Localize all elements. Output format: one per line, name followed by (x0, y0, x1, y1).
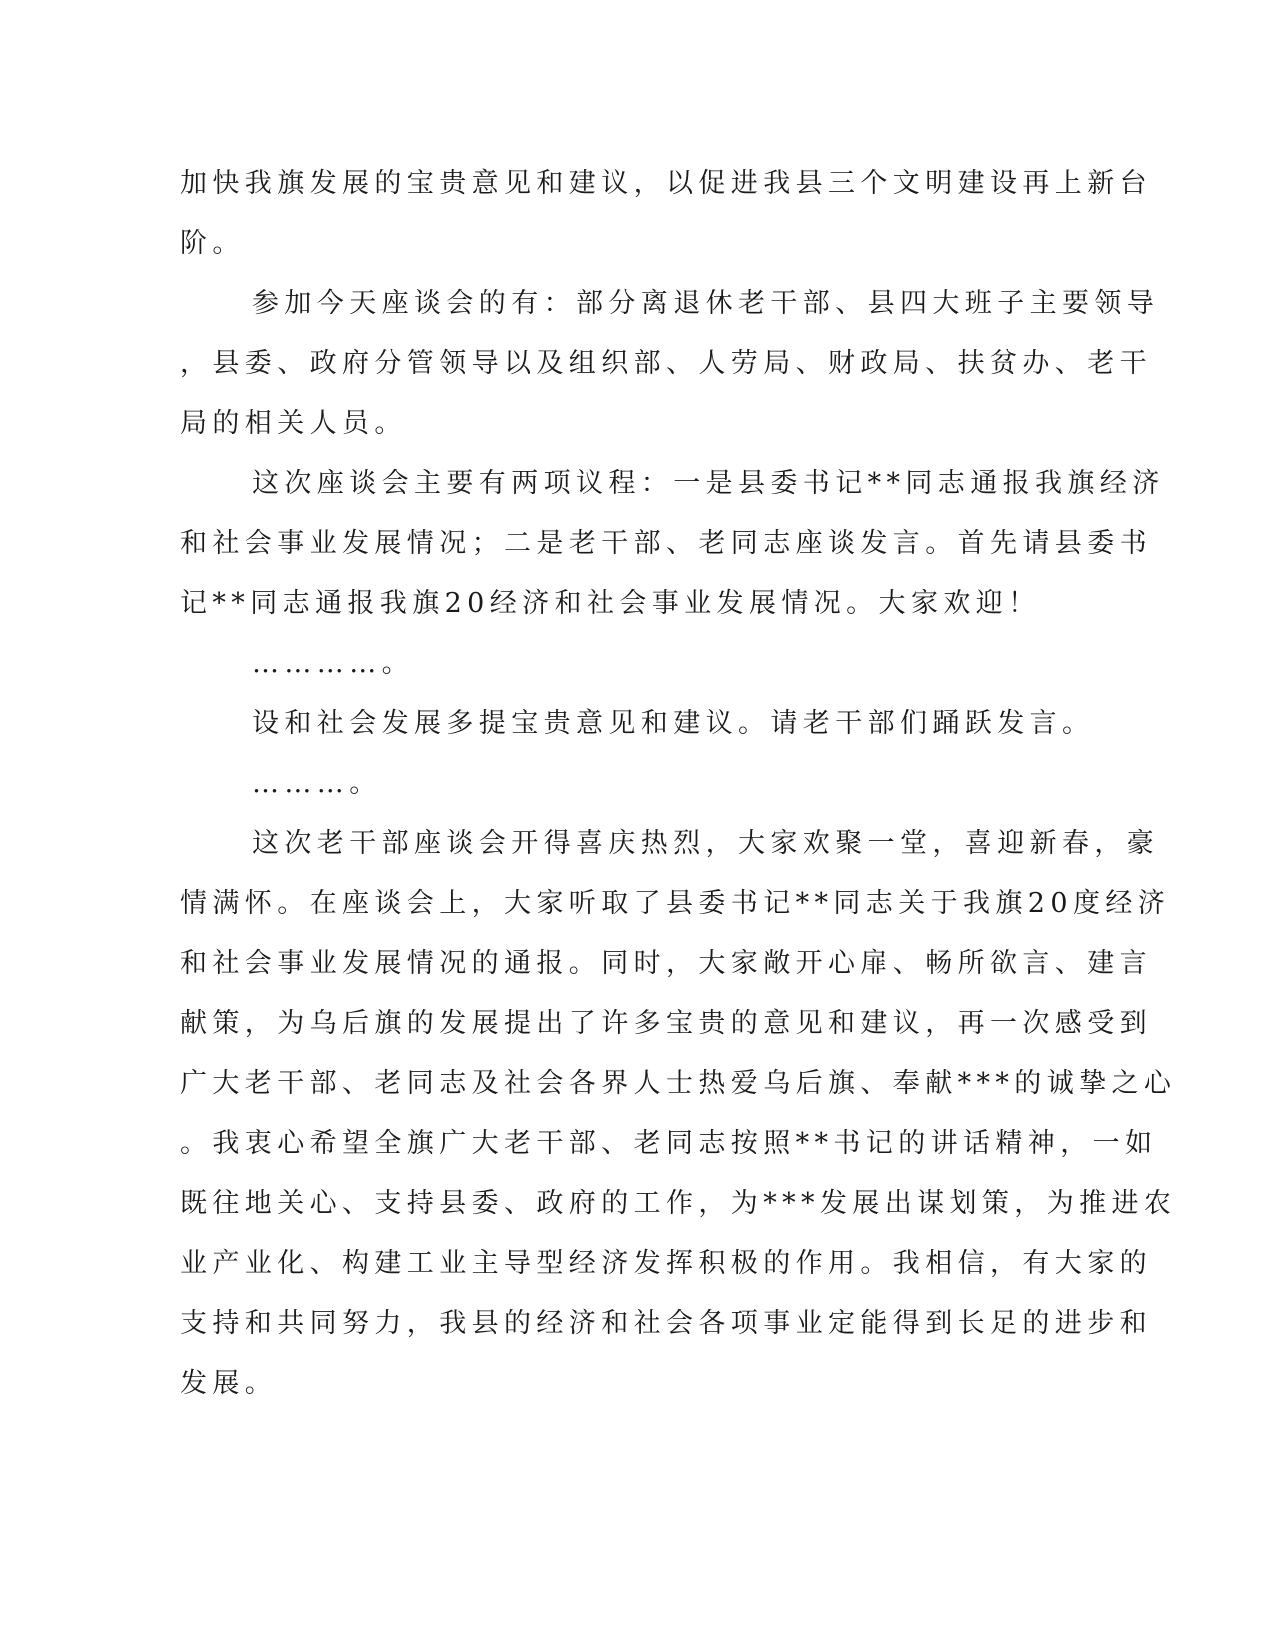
text-line: 记**同志通报我旗20经济和社会事业发展情况。大家欢迎！ (180, 588, 1041, 619)
paragraph-start-line: 这次座谈会主要有两项议程：一是县委书记**同志通报我旗经济 (252, 468, 1165, 499)
text-line: 和社会事业发展情况的通报。同时，大家敞开心扉、畅所欲言、建言 (180, 948, 1152, 979)
paragraph-start-line: 参加今天座谈会的有：部分离退休老干部、县四大班子主要领导 (252, 288, 1160, 319)
paragraph-start-line: 这次老干部座谈会开得喜庆热烈，大家欢聚一堂，喜迎新春，豪 (252, 828, 1160, 859)
text-line: 支持和共同努力，我县的经济和社会各项事业定能得到长足的进步和 (180, 1308, 1152, 1339)
text-line: 加快我旗发展的宝贵意见和建议，以促进我县三个文明建设再上新台 (180, 168, 1152, 199)
text-line: ，县委、政府分管领导以及组织部、人劳局、财政局、扶贫办、老干 (180, 348, 1152, 379)
text-line: 和社会事业发展情况；二是老干部、老同志座谈发言。首先请县委书 (180, 528, 1152, 559)
document-body (180, 154, 1177, 1414)
ellipsis-line: …………。 (252, 648, 414, 679)
text-line: 发展。 (180, 1368, 278, 1399)
text-line: 广大老干部、老同志及社会各界人士热爱乌后旗、奉献***的诚挚之心 (180, 1068, 1177, 1099)
text-line: 局的相关人员。 (180, 408, 407, 439)
text-line: 既往地关心、支持县委、政府的工作，为***发展出谋划策，为推进农 (180, 1188, 1177, 1219)
text-line: 献策，为乌后旗的发展提出了许多宝贵的意见和建议，再一次感受到 (180, 1008, 1152, 1039)
ellipsis-line: ………。 (252, 768, 382, 799)
paragraph-start-line: 设和社会发展多提宝贵意见和建议。请老干部们踊跃发言。 (252, 708, 1095, 739)
text-line: 。我衷心希望全旗广大老干部、老同志按照**书记的讲话精神，一如 (180, 1128, 1158, 1159)
text-line: 业产业化、构建工业主导型经济发挥积极的作用。我相信，有大家的 (180, 1248, 1152, 1279)
text-line: 情满怀。在座谈会上，大家听取了县委书记**同志关于我旗20度经济 (180, 888, 1171, 919)
text-line: 阶。 (180, 228, 245, 259)
